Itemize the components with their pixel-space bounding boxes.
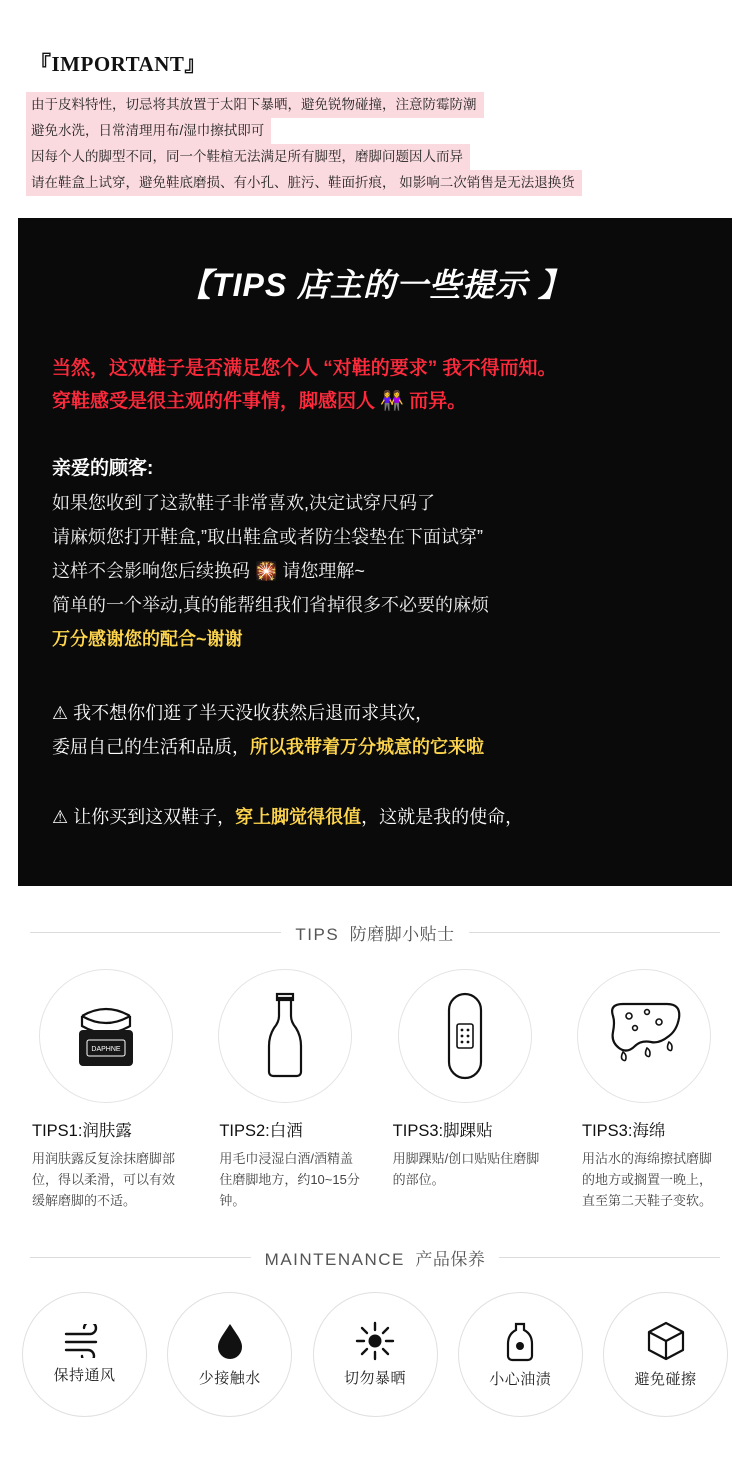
- tips-item-desc: 用沾水的海绵擦拭磨脚的地方或搁置一晚上，直至第二天鞋子变软。: [581, 1151, 712, 1208]
- maintenance-section-header: [30, 1245, 720, 1270]
- important-line-wrap: [26, 92, 724, 196]
- tips-warning-line-1b: [52, 730, 698, 764]
- important-line: 由于皮料特性，切忌将其放置于太阳下暴晒，避免锐物碰撞，注意防霉防潮: [26, 92, 484, 118]
- maintenance-item: [603, 1292, 728, 1417]
- important-line: 因每个人的脚型不同，同一个鞋楦无法满足所有脚型，磨脚问题因人而异: [26, 144, 470, 170]
- important-line: 避免水洗，日常清理用布/湿巾擦拭即可: [26, 118, 271, 144]
- maintenance-item-label: 保持通风: [53, 1367, 116, 1384]
- tips-body-line: 这样不会影响您后续换码 🎇 请您理解~: [52, 561, 365, 581]
- maintenance-item-label: 小心油渍: [489, 1371, 552, 1388]
- tips-warning-plain: 委屈自己的生活和品质，: [52, 737, 250, 757]
- tips-red-line: 穿鞋感受是很主观的件事情，脚感因人 👭 而异。: [52, 391, 467, 412]
- tips-item-name: TIPS1:润肤露: [32, 1122, 132, 1140]
- tips-red-line: 当然，这双鞋子是否满足您个人 “对鞋的要求” 我不得而知。: [52, 358, 557, 379]
- tips-warning-plain-tail: ，这就是我的使命，: [361, 807, 524, 827]
- tips-item-name: TIPS3:海绵: [581, 1122, 666, 1140]
- tips-warning-line-2: [52, 800, 698, 834]
- important-line: 请在鞋盒上试穿，避免鞋底磨损、有小孔、脏污、鞋面折痕， 如影响二次销售是无法退换货: [26, 170, 582, 196]
- important-title: 『IMPORTANT』: [30, 52, 206, 76]
- tips-body-line: 简单的一个举动,真的能帮组我们省掉很多不必要的麻烦: [52, 595, 489, 615]
- oil-bottle-icon: [503, 1320, 537, 1362]
- tips-item-desc: 用润肤露反复涂抹磨脚部位，得以柔滑，可以有效缓解磨脚的不适。: [32, 1151, 176, 1208]
- tips-thanks-line: 万分感谢您的配合~谢谢: [52, 629, 243, 649]
- tips-item-desc: 用毛巾浸湿白酒/酒精盖住磨脚地方，约10~15分钟。: [219, 1151, 360, 1208]
- water-drop-icon: [213, 1321, 247, 1361]
- divider-right: [499, 1257, 720, 1258]
- maintenance-item-label: 少接触水: [198, 1370, 261, 1387]
- tips-item-desc: 用脚踝贴/创口贴贴住磨脚的部位。: [392, 1151, 540, 1187]
- liquor-bottle-icon: [218, 969, 352, 1103]
- maintenance-heading-en: MAINTENANCE: [264, 1250, 405, 1269]
- divider-left: [30, 932, 281, 933]
- tips-body-line: 请麻烦您打开鞋盒,”取出鞋盒或者防尘袋垫在下面试穿”: [52, 527, 483, 547]
- tips-warning-highlight: 所以我带着万分城意的它来啦: [250, 737, 484, 757]
- sun-icon: [355, 1321, 395, 1361]
- important-section: [0, 0, 750, 196]
- tips-heading-cn: 防磨脚小贴士: [349, 925, 455, 944]
- tips-warning-highlight: 穿上脚觉得很值: [235, 807, 362, 827]
- svg-text:DAPHNE: DAPHNE: [91, 1046, 121, 1053]
- maintenance-item: [458, 1292, 583, 1417]
- tips-item: [385, 969, 545, 1211]
- tips-item-name: TIPS2:白酒: [219, 1122, 303, 1140]
- tips-black-panel: [18, 218, 732, 886]
- tips-warning-plain: ⚠ 让你买到这双鞋子，: [52, 807, 236, 827]
- tips-item: [26, 969, 186, 1211]
- tips-item-name: TIPS3:脚踝贴: [392, 1122, 493, 1140]
- sponge-icon: [577, 969, 711, 1103]
- maintenance-item: [313, 1292, 438, 1417]
- tips-item: [564, 969, 724, 1211]
- cream-jar-icon: [39, 969, 173, 1103]
- box-icon: [645, 1320, 687, 1362]
- divider-right: [469, 932, 720, 933]
- divider-left: [30, 1257, 251, 1258]
- tips-panel-title: 【TIPS 店主的一些提示 】: [179, 267, 571, 303]
- tips-body-line: 如果您收到了这款鞋子非常喜欢,决定试穿尺码了: [52, 493, 435, 513]
- tips-heading-en: TIPS: [295, 925, 340, 944]
- wind-icon: [62, 1324, 108, 1358]
- maintenance-heading-text: [265, 1245, 486, 1270]
- maintenance-item-label: 避免碰擦: [634, 1371, 697, 1388]
- tips-heading-text: [295, 920, 454, 945]
- tips-section-header: [30, 920, 720, 945]
- tips-item: [205, 969, 365, 1211]
- dear-customer-label: 亲爱的顾客:: [52, 458, 154, 479]
- tips-grid: [0, 945, 750, 1211]
- maintenance-heading-cn: 产品保养: [415, 1250, 486, 1269]
- bandage-icon: [398, 969, 532, 1103]
- maintenance-item-label: 切勿暴晒: [343, 1370, 406, 1387]
- tips-warning-line-1: ⚠ 我不想你们逛了半天没收获然后退而求其次，: [52, 703, 434, 723]
- maintenance-item: [22, 1292, 147, 1417]
- maintenance-item: [167, 1292, 292, 1417]
- maintenance-grid: [0, 1270, 750, 1447]
